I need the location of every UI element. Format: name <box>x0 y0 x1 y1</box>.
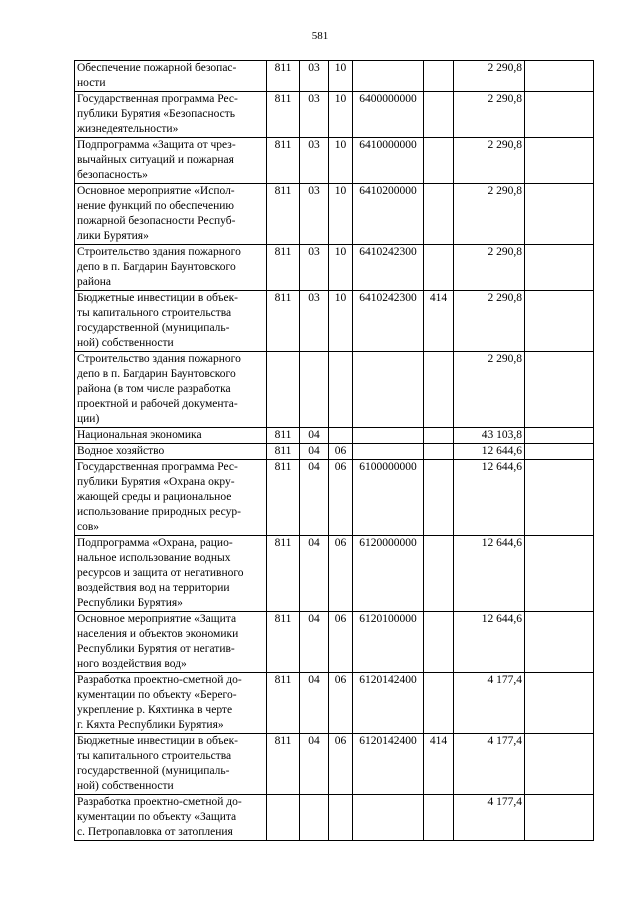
grbs-cell: 811 <box>267 138 300 184</box>
table-row <box>75 184 594 245</box>
empty-cell <box>525 612 594 673</box>
row-name-cell: Бюджетные инвестиции в объек- ты капитального строительства государственной (муниципаль- ной) собственности <box>75 734 267 795</box>
csr-cell: 6120142400 <box>353 734 424 795</box>
sum-cell: 2 290,8 <box>454 184 525 245</box>
sum-cell: 12 644,6 <box>454 536 525 612</box>
grbs-cell: 811 <box>267 734 300 795</box>
row-name-cell: Подпрограмма «Защита от чрез- вычайных ситуаций и пожарная безопасность» <box>75 138 267 184</box>
razdel-cell: 04 <box>300 444 329 460</box>
row-name-cell: Основное мероприятие «Защита населения и объектов экономики Республики Бурятия от негатив- ного воздействия вод» <box>75 612 267 673</box>
empty-cell <box>525 138 594 184</box>
vr-cell <box>424 245 454 291</box>
table-row <box>75 428 594 444</box>
podrazdel-cell <box>329 795 353 841</box>
grbs-cell: 811 <box>267 673 300 734</box>
empty-cell <box>525 92 594 138</box>
row-name-cell: Разработка проектно-сметной до- кументации по объекту «Берего- укрепление р. Кяхтинка в черте г. Кяхта Республики Бурятия» <box>75 673 267 734</box>
table-row <box>75 536 594 612</box>
table-row <box>75 612 594 673</box>
csr-cell <box>353 795 424 841</box>
vr-cell <box>424 460 454 536</box>
razdel-cell: 04 <box>300 673 329 734</box>
sum-cell: 2 290,8 <box>454 61 525 92</box>
vr-cell <box>424 673 454 734</box>
row-name-cell: Бюджетные инвестиции в объек- ты капитального строительства государственной (муниципаль- ной) собственности <box>75 291 267 352</box>
grbs-cell: 811 <box>267 245 300 291</box>
csr-cell: 6410242300 <box>353 291 424 352</box>
empty-cell <box>525 536 594 612</box>
razdel-cell: 03 <box>300 245 329 291</box>
grbs-cell: 811 <box>267 536 300 612</box>
razdel-cell: 03 <box>300 291 329 352</box>
razdel-cell: 03 <box>300 61 329 92</box>
vr-cell <box>424 92 454 138</box>
csr-cell: 6120000000 <box>353 536 424 612</box>
grbs-cell: 811 <box>267 291 300 352</box>
podrazdel-cell: 06 <box>329 734 353 795</box>
empty-cell <box>525 61 594 92</box>
row-name-cell: Разработка проектно-сметной до- кументации по объекту «Защита с. Петропавловка от затопления <box>75 795 267 841</box>
table-row <box>75 460 594 536</box>
row-name-cell: Водное хозяйство <box>75 444 267 460</box>
vr-cell <box>424 61 454 92</box>
table-row <box>75 352 594 428</box>
csr-cell: 6120142400 <box>353 673 424 734</box>
sum-cell: 2 290,8 <box>454 245 525 291</box>
podrazdel-cell: 10 <box>329 245 353 291</box>
razdel-cell: 04 <box>300 428 329 444</box>
csr-cell: 6400000000 <box>353 92 424 138</box>
grbs-cell: 811 <box>267 612 300 673</box>
vr-cell <box>424 795 454 841</box>
vr-cell: 414 <box>424 734 454 795</box>
table-row <box>75 795 594 841</box>
podrazdel-cell: 06 <box>329 460 353 536</box>
empty-cell <box>525 795 594 841</box>
podrazdel-cell: 10 <box>329 61 353 92</box>
empty-cell <box>525 734 594 795</box>
row-name-cell: Государственная программа Рес- публики Бурятия «Безопасность жизнедеятельности» <box>75 92 267 138</box>
sum-cell: 4 177,4 <box>454 673 525 734</box>
table-row <box>75 673 594 734</box>
razdel-cell: 04 <box>300 460 329 536</box>
razdel-cell <box>300 795 329 841</box>
empty-cell <box>525 428 594 444</box>
csr-cell <box>353 352 424 428</box>
empty-cell <box>525 291 594 352</box>
csr-cell <box>353 444 424 460</box>
page-number: 581 <box>311 30 329 42</box>
vr-cell <box>424 184 454 245</box>
table-row <box>75 245 594 291</box>
empty-cell <box>525 444 594 460</box>
row-name-cell: Национальная экономика <box>75 428 267 444</box>
empty-cell <box>525 352 594 428</box>
grbs-cell: 811 <box>267 460 300 536</box>
row-name-cell: Государственная программа Рес- публики Бурятия «Охрана окру- жающей среды и рациональное использование природных ресур- сов» <box>75 460 267 536</box>
empty-cell <box>525 460 594 536</box>
sum-cell: 4 177,4 <box>454 795 525 841</box>
empty-cell <box>525 673 594 734</box>
row-name-cell: Строительство здания пожарного депо в п. Багдарин Баунтовского района <box>75 245 267 291</box>
csr-cell: 6410200000 <box>353 184 424 245</box>
csr-cell: 6410242300 <box>353 245 424 291</box>
table-row <box>75 138 594 184</box>
table-row <box>75 291 594 352</box>
podrazdel-cell <box>329 428 353 444</box>
empty-cell <box>525 184 594 245</box>
grbs-cell: 811 <box>267 444 300 460</box>
vr-cell <box>424 352 454 428</box>
csr-cell <box>353 61 424 92</box>
csr-cell <box>353 428 424 444</box>
podrazdel-cell: 10 <box>329 291 353 352</box>
grbs-cell: 811 <box>267 428 300 444</box>
sum-cell: 12 644,6 <box>454 444 525 460</box>
razdel-cell: 04 <box>300 536 329 612</box>
table-row <box>75 92 594 138</box>
row-name-cell: Строительство здания пожарного депо в п. Багдарин Баунтовского района (в том числе разработка проектной и рабочей документа- ции) <box>75 352 267 428</box>
sum-cell: 2 290,8 <box>454 138 525 184</box>
razdel-cell: 03 <box>300 138 329 184</box>
sum-cell: 2 290,8 <box>454 92 525 138</box>
podrazdel-cell: 06 <box>329 536 353 612</box>
grbs-cell: 811 <box>267 184 300 245</box>
vr-cell <box>424 138 454 184</box>
sum-cell: 43 103,8 <box>454 428 525 444</box>
table-row <box>75 444 594 460</box>
podrazdel-cell: 06 <box>329 673 353 734</box>
csr-cell: 6120100000 <box>353 612 424 673</box>
sum-cell: 12 644,6 <box>454 612 525 673</box>
table-row <box>75 61 594 92</box>
podrazdel-cell: 10 <box>329 184 353 245</box>
podrazdel-cell <box>329 352 353 428</box>
grbs-cell <box>267 795 300 841</box>
table-row <box>75 734 594 795</box>
razdel-cell: 04 <box>300 612 329 673</box>
row-name-cell: Обеспечение пожарной безопас- ности <box>75 61 267 92</box>
podrazdel-cell: 10 <box>329 92 353 138</box>
csr-cell: 6100000000 <box>353 460 424 536</box>
vr-cell <box>424 536 454 612</box>
budget-table <box>74 60 594 841</box>
empty-cell <box>525 245 594 291</box>
razdel-cell <box>300 352 329 428</box>
sum-cell: 12 644,6 <box>454 460 525 536</box>
razdel-cell: 04 <box>300 734 329 795</box>
podrazdel-cell: 06 <box>329 444 353 460</box>
podrazdel-cell: 06 <box>329 612 353 673</box>
razdel-cell: 03 <box>300 184 329 245</box>
vr-cell <box>424 428 454 444</box>
sum-cell: 2 290,8 <box>454 352 525 428</box>
vr-cell <box>424 612 454 673</box>
row-name-cell: Подпрограмма «Охрана, рацио- нальное использование водных ресурсов и защита от негативного воздействия вод на территории Республики Бурятия» <box>75 536 267 612</box>
row-name-cell: Основное мероприятие «Испол- нение функций по обеспечению пожарной безопасности Респуб- лики Бурятия» <box>75 184 267 245</box>
podrazdel-cell: 10 <box>329 138 353 184</box>
grbs-cell: 811 <box>267 92 300 138</box>
vr-cell: 414 <box>424 291 454 352</box>
razdel-cell: 03 <box>300 92 329 138</box>
sum-cell: 2 290,8 <box>454 291 525 352</box>
table-body <box>75 61 594 841</box>
vr-cell <box>424 444 454 460</box>
grbs-cell: 811 <box>267 61 300 92</box>
csr-cell: 6410000000 <box>353 138 424 184</box>
sum-cell: 4 177,4 <box>454 734 525 795</box>
grbs-cell <box>267 352 300 428</box>
